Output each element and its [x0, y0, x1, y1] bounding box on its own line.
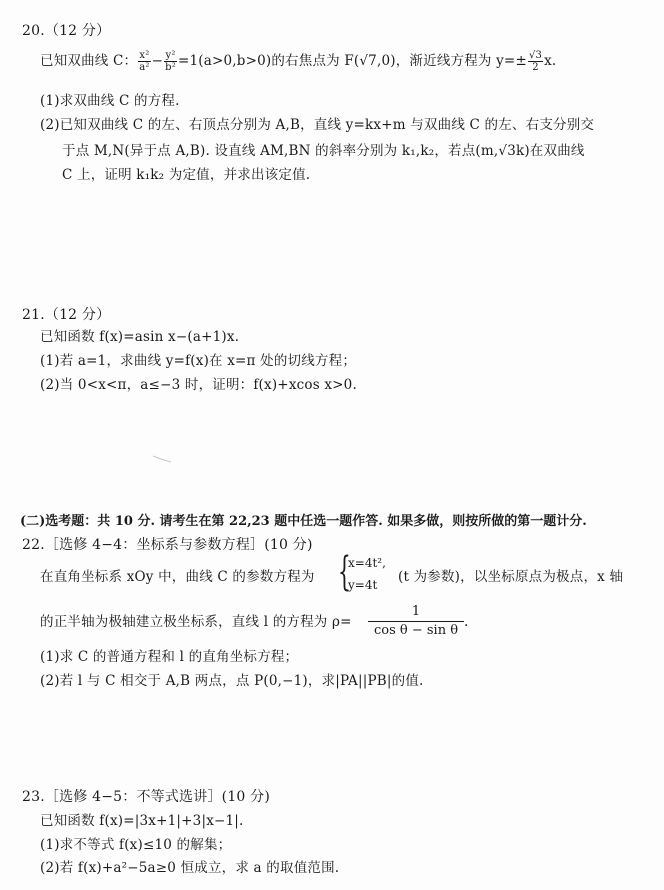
q23-number: 23.［选修 4−5：不等式选讲］(10 分) — [22, 789, 271, 805]
left-brace-icon: { — [338, 549, 351, 595]
q20-part2-line1: (2)已知双曲线 C 的左、右顶点分别为 A,B，直线 y=kx+m 与双曲线 C 的左、右支分别交 — [40, 117, 595, 133]
q23-part1: (1)求不等式 f(x)≤10 的解集； — [40, 837, 232, 853]
frac-den: 2 — [532, 62, 539, 73]
q23-part2: (2)若 f(x)+a²−5a≥0 恒成立，求 a 的取值范围. — [40, 860, 340, 876]
q21-part2: (2)当 0<x<π，a≤−3 时，证明：f(x)+xcos x>0. — [40, 377, 357, 393]
frac-den: a² — [139, 62, 150, 73]
q22-part1: (1)求 C 的普通方程和 l 的直角坐标方程； — [40, 649, 299, 665]
q20-stem-a: 已知双曲线 C： — [40, 53, 138, 69]
q20-stem-c: x. — [544, 53, 557, 69]
scan-mark — [152, 455, 172, 463]
frac-num: y² — [165, 50, 176, 61]
q20-minus: − — [151, 53, 164, 69]
q20-part1: (1)求双曲线 C 的方程. — [40, 93, 180, 109]
q22-stem-b: (t 为参数)，以坐标原点为极点，x 轴 — [398, 569, 624, 585]
q20-part2-line2: 于点 M,N(异于点 A,B). 设直线 AM,BN 的斜率分别为 k₁,k₂，若点(m,√3k)在双曲线 — [62, 143, 585, 159]
q20-stem-b: =1(a>0,b>0)的右焦点为 F(√7,0)，渐近线方程为 y=± — [177, 53, 527, 69]
q22-number: 22.［选修 4−4：坐标系与参数方程］(10 分) — [22, 537, 313, 553]
frac-den: b² — [165, 62, 176, 73]
frac-num: x² — [139, 50, 150, 61]
q20-part2-line3: C 上，证明 k₁k₂ 为定值，并求出该定值. — [62, 167, 311, 183]
q22-sys-row1: x=4t², — [348, 556, 386, 570]
q20-frac-x — [138, 50, 150, 73]
q22-stem-a: 在直角坐标系 xOy 中，曲线 C 的参数方程为 — [40, 569, 315, 585]
q22-sys-row2: y=4t — [348, 578, 378, 592]
q22-param-system — [338, 549, 398, 599]
q21-part1: (1)若 a=1，求曲线 y=f(x)在 x=π 处的切线方程； — [40, 353, 357, 369]
q20-frac-slope — [528, 50, 543, 73]
q23-stem: 已知函数 f(x)=|3x+1|+3|x−1|. — [40, 813, 244, 829]
rho-num: 1 — [368, 603, 464, 622]
q21-stem: 已知函数 f(x)=asin x−(a+1)x. — [40, 329, 240, 345]
q20-number: 20.（12 分） — [22, 23, 111, 39]
q22-stem-d: . — [464, 614, 469, 630]
q22-rho-fraction — [368, 603, 464, 640]
rho-den: cos θ − sin θ — [373, 623, 459, 638]
q22-part2: (2)若 l 与 C 相交于 A,B 两点，点 P(0,−1)，求|PA||PB|的值. — [40, 673, 424, 689]
q20-stem — [40, 50, 556, 73]
q21-number: 21.（12 分） — [22, 307, 111, 323]
q22-stem-c: 的正半轴为极轴建立极坐标系，直线 l 的方程为 ρ= — [40, 614, 352, 630]
q20-frac-y — [164, 50, 177, 73]
frac-num: √3 — [528, 50, 543, 61]
section2-heading: (二)选考题：共 10 分. 请考生在第 22,23 题中任选一题作答. 如果多做，则按所做的第一题计分. — [20, 514, 587, 529]
